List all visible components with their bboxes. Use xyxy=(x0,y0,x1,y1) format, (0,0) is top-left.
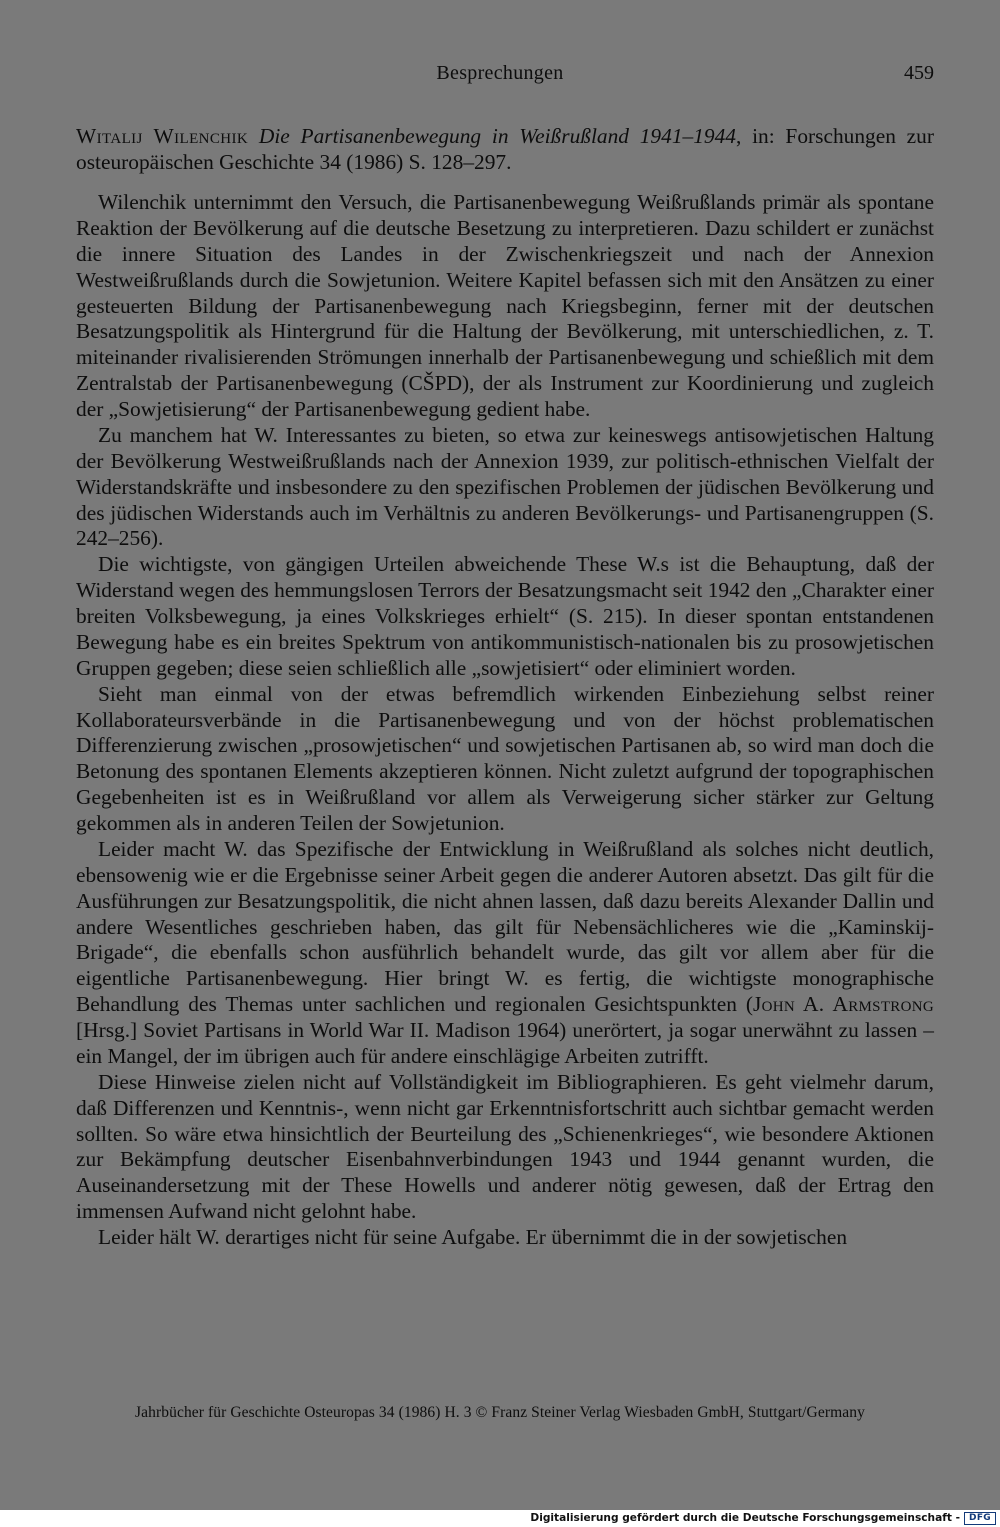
paragraph: Wilenchik unternimmt den Versuch, die Partisanenbewegung Weißrußlands primär als spontane Reaktion der Bevölkerung auf die deutsche Besetzung zu interpretieren. Dazu schildert er zunächst die innere Situation des Landes in der Zwischenkriegszeit und nach der Annexion Westweißrußlands durch die Sowjetunion. Weitere Kapitel befassen sich mit den Ansätzen zu einer gesteuerten Bildung der Partisanenbewegung nach Kriegsbeginn, ferner mit der deutschen Besatzungspolitik als Hintergrund für die Haltung der Bevölkerung, mit unterschiedlichen, z. T. miteinander rivalisierenden Strömungen innerhalb der Partisanenbewegung und schießlich mit dem Zentralstab der Partisanenbewegung (CŠPD), der als Instrument zur Koordinierung und zugleich der „Sowjetisierung“ der Partisanenbewegung gedient habe. xyxy=(76,190,934,421)
paragraph: Die wichtigste, von gängigen Urteilen abweichende These W.s ist die Behauptung, daß der Widerstand wegen des hemmungslosen Terrors der Besatzungsmacht seit 1942 den „Charakter einer breiten Volksbewegung, ja eines Volkskrieges erhielt“ (S. 215). In dieser spontan entstandenen Bewegung habe es ein breites Spektrum von antikommunistisch-nationalen bis zu prosowjetischen Gruppen gegeben; diese seien schließlich alle „sowjetisiert“ oder eliminiert worden. xyxy=(76,552,934,680)
reference-authors: John A. Armstrong xyxy=(752,992,934,1017)
paragraph-text: [Hrsg.] Soviet Partisans in World War II. Madison 1964) unerörtert, ja sogar unerwähnt zu lassen – ein Mangel, der im übrigen auch für andere einschlägige Arbeiten zutrifft. xyxy=(76,1018,934,1068)
reviewed-author: Witalij Wilenchik xyxy=(76,124,249,148)
paragraph-text: Leider macht W. das Spezifische der Entwicklung in Weißrußland als solches nicht deutlich, ebensowenig wie er die Ergebnisse seiner Arbeit gegen die anderer Autoren absetzt. Das gilt für die Ausführungen zur Besatzungspolitik, die nicht ahnen lassen, daß dazu bereits Alexander Dallin und andere Wesentliches geschrieben haben, das gilt für Nebensächlicheres wie die „Kaminskij-Brigade“, die ebenfalls schon ausführlich behandelt wurde, das gilt vor allem aber für die eigentliche Partisanenbewegung. Hier bringt W. es fertig, die wichtigste monographische Behandlung des Themas unter sachlichen und regionalen Gesichtspunkten ( xyxy=(76,836,934,1017)
publication-details: , in: Forschungen zur osteuropäischen Geschichte 34 (1986) S. 128–297. xyxy=(76,124,934,174)
paragraph xyxy=(76,837,934,1070)
paragraph: Diese Hinweise zielen nicht auf Vollständigkeit im Bibliographieren. Es geht vielmehr darum, daß Differenzen und Kenntnis-, wenn nicht gar Erkenntnisfortschritt auch sichtbar gemacht werden sollten. So wäre etwa hinsichtlich der Beurteilung des „Schienenkrieges“, wie besondere Aktionen zur Bekämpfung deutscher Eisenbahnverbindungen 1943 und 1944 genannt wurden, die Auseinandersetzung mit der These Howells und anderer nötig gewesen, daß der Ertrag den immensen Aufwand nicht gelohnt habe. xyxy=(76,1069,934,1224)
page-number: 459 xyxy=(904,62,934,84)
review-citation xyxy=(76,124,934,175)
paragraph: Sieht man einmal von der etwas befremdlich wirkenden Einbeziehung selbst reiner Kollaborateursverbände in die Partisanenbewegung und von der höchst problematischen Differenzierung zwischen „prosowjetischen“ und sowjetischen Partisanen ab, so wird man doch die Betonung des spontanen Elements akzeptieren können. Nicht zuletzt aufgrund der topographischen Gegebenheiten ist es in Weißrußland vor allem als Verweigerung sicher stärker zur Geltung gekommen als in anderen Teilen der Sowjetunion. xyxy=(76,681,934,835)
journal-footer: Jahrbücher für Geschichte Osteuropas 34 (1986) H. 3 © Franz Steiner Verlag Wiesbaden GmbH, Stuttgart/Germany xyxy=(135,1404,865,1421)
running-head-title: Besprechungen xyxy=(436,62,564,84)
reviewed-book-title: Die Partisanenbewegung in Weißrußland 1941–1944 xyxy=(258,124,736,148)
paragraph: Leider hält W. derartiges nicht für seine Aufgabe. Er übernimmt die in der sowjetischen xyxy=(98,1225,848,1249)
running-head xyxy=(0,62,1000,90)
digitization-credit-bar xyxy=(0,1510,1000,1527)
dfg-logo-icon: DFG xyxy=(964,1512,996,1525)
dfg-credit-text: Digitalisierung gefördert durch die Deutsche Forschungsgemeinschaft - xyxy=(530,1512,960,1524)
review-body xyxy=(76,190,934,1251)
paragraph: Zu manchem hat W. Interessantes zu bieten, so etwa zur keineswegs antisowjetischen Haltung der Bevölkerung Westweißrußlands nach der Annexion 1939, zur politisch-ethnischen Vielfalt der Widerstandskräfte und insbesondere zu den spezifischen Problemen der jüdischen Bevölkerung und des jüdischen Widerstands auch im Verhältnis zu anderen Bevölkerungs- und Partisanengruppen (S. 242–256). xyxy=(76,422,934,551)
